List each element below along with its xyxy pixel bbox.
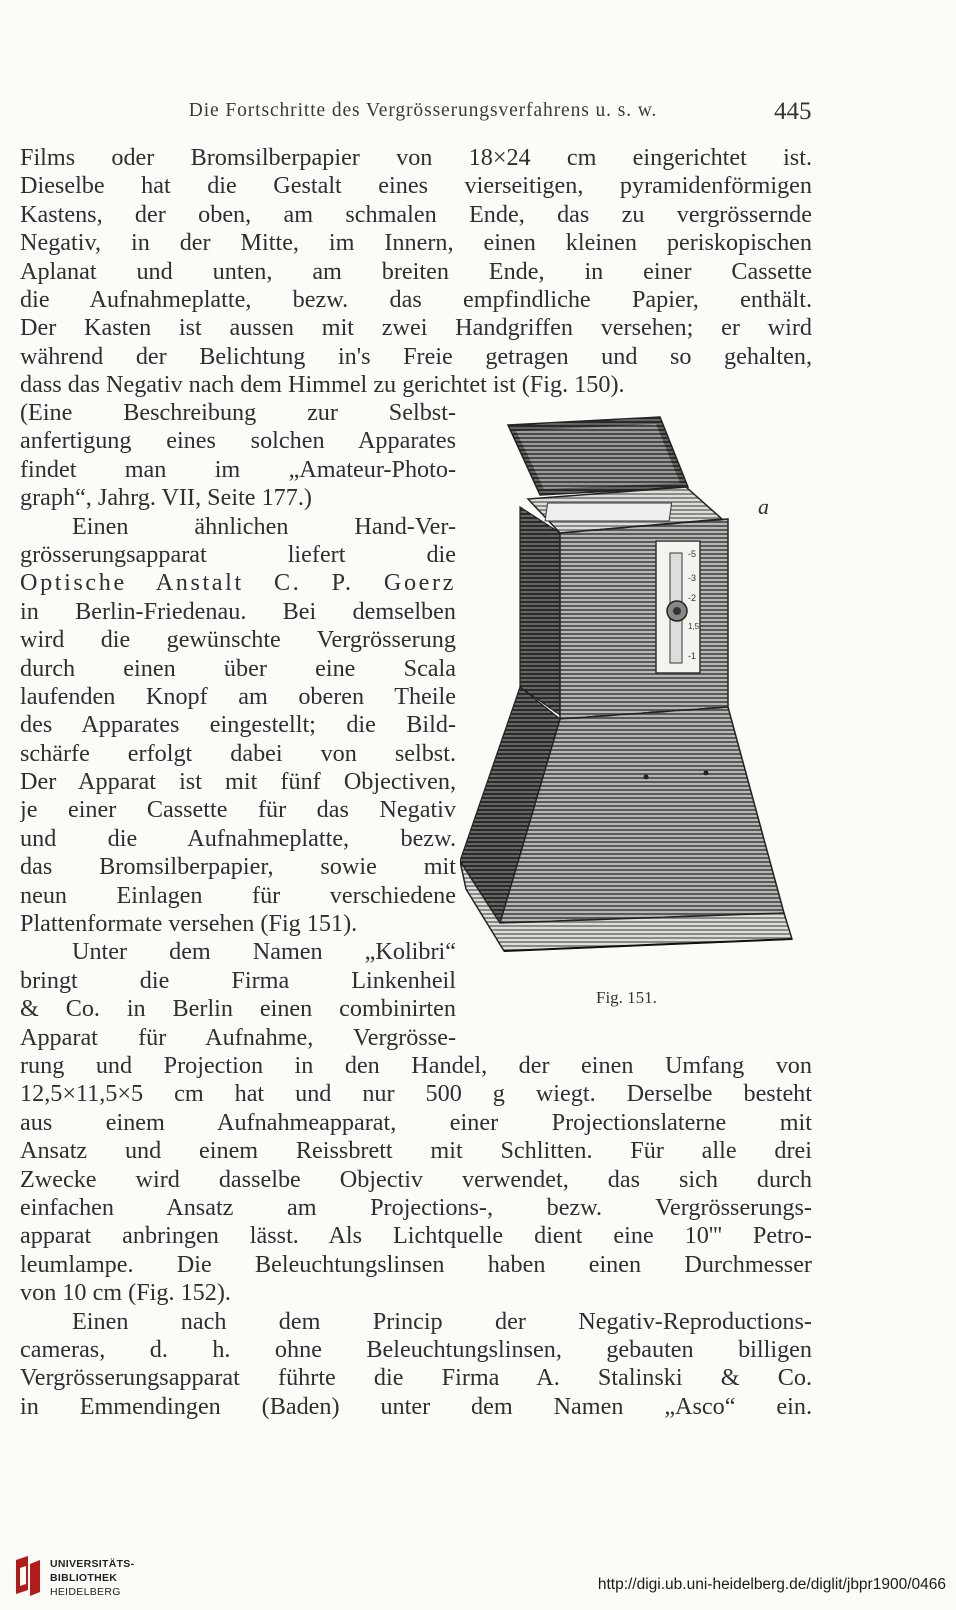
text-line: schärfe erfolgt dabei von selbst. <box>20 739 456 767</box>
text-line: cameras, d. h. ohne Beleuchtungslinsen, gebauten billigen <box>20 1335 812 1363</box>
text-line: Vergrösserungsapparat führte die Firma A. Stalinski & Co. <box>20 1364 812 1392</box>
text-line: Negativ, in der Mitte, im Innern, einen kleinen periskopischen <box>20 229 812 257</box>
page-number: 445 <box>774 98 812 125</box>
text-line: rung und Projection in den Handel, der einen Umfang von <box>20 1052 812 1079</box>
paragraph-bottom <box>20 1052 812 1421</box>
text-line: & Co. in Berlin einen combinirten <box>20 995 456 1023</box>
scale-mark: -1 <box>688 651 697 661</box>
text-line: anfertigung eines solchen Apparates <box>20 427 456 455</box>
text-line: graph“, Jahrg. VII, Seite 177.) <box>20 484 312 512</box>
upper-box-front-face <box>560 519 728 719</box>
source-url[interactable]: http://digi.ub.uni-heidelberg.de/diglit/jbpr1900/0466 <box>597 1576 946 1593</box>
text-line: dass das Negativ nach dem Himmel zu gerichtet ist (Fig. 150). <box>20 371 625 399</box>
text-line: grösserungsapparat liefert die <box>20 540 456 568</box>
logo-line: HEIDELBERG <box>50 1586 121 1598</box>
text-line: Der Kasten ist aussen mit zwei Handgriffen versehen; er wird <box>20 314 812 342</box>
upper-box-left-face <box>520 507 560 715</box>
text-line: 12,5×11,5×5 cm hat und nur 500 g wiegt. Derselbe besteht <box>20 1080 812 1108</box>
text-line: von 10 cm (Fig. 152). <box>20 1279 231 1307</box>
text-line: Ansatz und einem Reissbrett mit Schlitten. Für alle drei <box>20 1137 812 1165</box>
text-line: laufenden Knopf am oberen Theile <box>20 682 456 710</box>
text-line: Zwecke wird dasselbe Objectiv verwendet, das sich durch <box>20 1165 812 1193</box>
text-line: neun Einlagen für verschiedene <box>20 881 456 909</box>
text-line: je einer Cassette für das Negativ <box>20 796 456 824</box>
text-line: Dieselbe hat die Gestalt eines vierseitigen, pyramidenförmigen <box>20 172 812 200</box>
text-line: bringt die Firma Linkenheil <box>20 966 456 994</box>
library-logo <box>12 1554 152 1604</box>
running-title: Die Fortschritte des Vergrösserungsverfahrens u. s. w. <box>188 100 658 121</box>
logo-line: BIBLIOTHEK <box>50 1572 118 1584</box>
text-line: findet man im „Amateur-Photo- <box>20 455 456 483</box>
logo-line: UNIVERSITÄTS- <box>50 1558 135 1570</box>
text-line: leumlampe. Die Beleuchtungslinsen haben einen Durchmesser <box>20 1250 812 1278</box>
scale-mark: 1,5 <box>688 622 700 631</box>
text-line: Films oder Bromsilberpapier von 18×24 cm eingerichtet ist. <box>20 144 812 171</box>
scale-mark: -2 <box>688 593 697 603</box>
text-line: Aplanat und unten, am breiten Ende, in einer Cassette <box>20 257 812 285</box>
paragraph-beside-figure <box>20 399 456 1052</box>
text-line: durch einen über eine Scala <box>20 654 456 682</box>
text-line: während der Belichtung in's Freie getragen und so gehalten, <box>20 342 812 370</box>
text-line: (Eine Beschreibung zur Selbst- <box>20 399 456 426</box>
text-line: die Aufnahmeplatte, bezw. das empfindliche Papier, enthält. <box>20 285 812 313</box>
figure-label-a: a <box>758 494 769 519</box>
text-line: apparat anbringen lässt. Als Lichtquelle dient eine 10''' Petro- <box>20 1222 812 1250</box>
text-line: Der Apparat ist mit fünf Objectiven, <box>20 768 456 796</box>
paragraph-top <box>20 144 812 400</box>
figure-caption: Fig. 151. <box>596 988 657 1007</box>
text-line: Einen ähnlichen Hand-Ver- <box>72 512 456 540</box>
scale-mark: -3 <box>688 573 697 583</box>
text-line: des Apparates eingestellt; die Bild- <box>20 711 456 739</box>
text-line: Kastens, der oben, am schmalen Ende, das zu vergrössernde <box>20 200 812 228</box>
text-line: Apparat für Aufnahme, Vergrösse- <box>20 1023 456 1051</box>
scale-mark: -5 <box>688 549 697 559</box>
text-line: in Emmendingen (Baden) unter dem Namen „Asco“ ein. <box>20 1392 812 1420</box>
text-line: einfachen Ansatz am Projections-, bezw. Vergrösserungs- <box>20 1193 812 1221</box>
text-line: Plattenformate versehen (Fig 151). <box>20 910 358 938</box>
text-line: Einen nach dem Princip der Negativ-Reproductions- <box>72 1307 812 1335</box>
text-line: Unter dem Namen „Kolibri“ <box>72 938 456 966</box>
text-line: in Berlin-Friedenau. Bei demselben <box>20 597 456 625</box>
library-logo-icon <box>12 1554 44 1600</box>
text-line: und die Aufnahmeplatte, bezw. <box>20 824 456 852</box>
text-line: das Bromsilberpapier, sowie mit <box>20 853 456 881</box>
text-line: Optische Anstalt C. P. Goerz <box>20 569 456 597</box>
text-line: wird die gewünschte Vergrösserung <box>20 626 456 654</box>
text-line: aus einem Aufnahmeapparat, einer Projectionslaterne mit <box>20 1108 812 1136</box>
